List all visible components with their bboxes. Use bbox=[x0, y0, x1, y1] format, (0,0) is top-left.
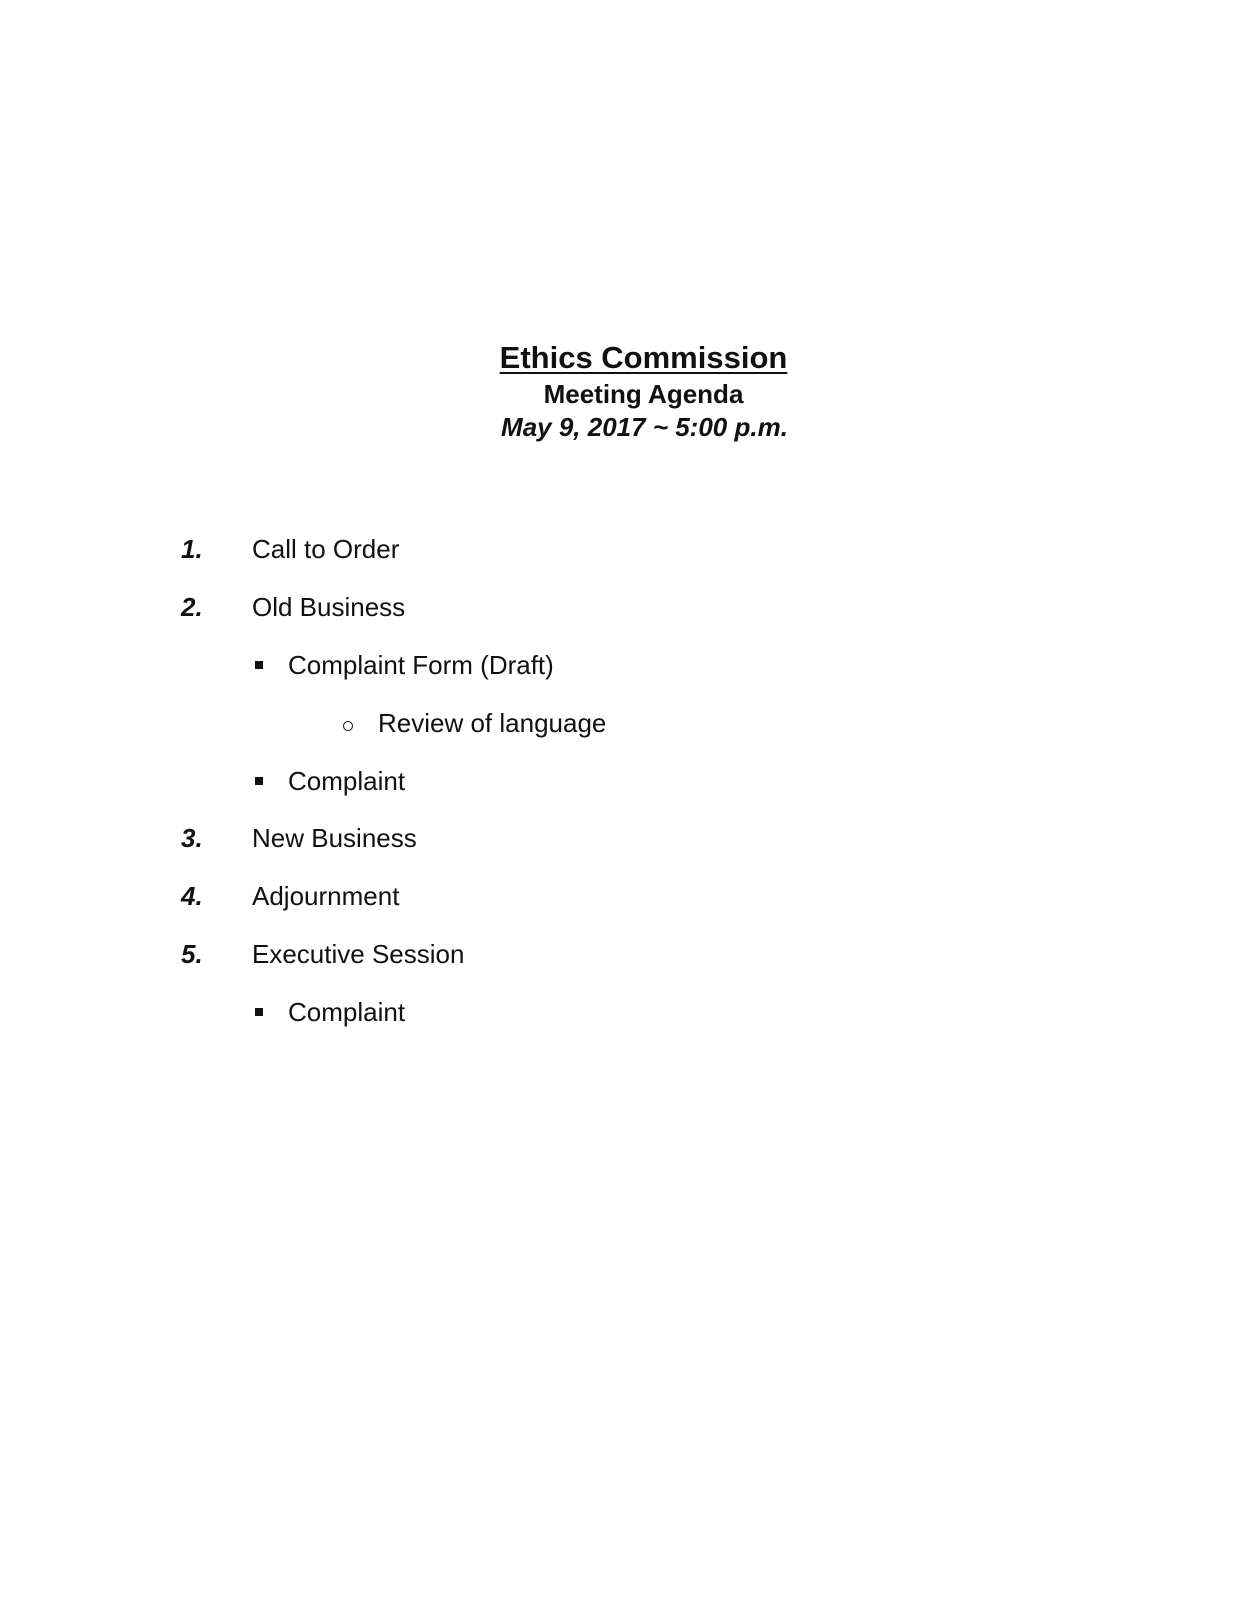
agenda-item-label: Adjournment bbox=[252, 881, 400, 911]
agenda-item-number: 2. bbox=[181, 592, 203, 622]
square-bullet-icon bbox=[255, 777, 263, 785]
agenda-subitem-label: Complaint bbox=[288, 766, 406, 796]
agenda-subsubitem-label: Review of language bbox=[378, 708, 607, 738]
agenda-header bbox=[0, 338, 1237, 444]
agenda-subitem-label: Complaint Form (Draft) bbox=[288, 650, 554, 680]
agenda-subitem-label: Complaint bbox=[288, 997, 406, 1027]
agenda-item-number: 5. bbox=[181, 939, 203, 969]
square-bullet-icon bbox=[255, 1008, 263, 1016]
agenda-item-label: Call to Order bbox=[252, 534, 400, 564]
document-subtitle: Meeting Agenda bbox=[543, 379, 744, 409]
agenda-item-number: 3. bbox=[181, 823, 203, 853]
agenda-item-label: New Business bbox=[252, 823, 417, 853]
square-bullet-icon bbox=[255, 661, 263, 669]
meeting-datetime: May 9, 2017 ~ 5:00 p.m. bbox=[501, 412, 788, 442]
document-title: Ethics Commission bbox=[499, 340, 788, 375]
circle-bullet-icon bbox=[343, 721, 353, 731]
agenda-item-label: Executive Session bbox=[252, 939, 465, 969]
agenda-item-number: 1. bbox=[181, 534, 203, 564]
agenda-item-label: Old Business bbox=[252, 592, 406, 622]
agenda-item-number: 4. bbox=[181, 881, 203, 911]
